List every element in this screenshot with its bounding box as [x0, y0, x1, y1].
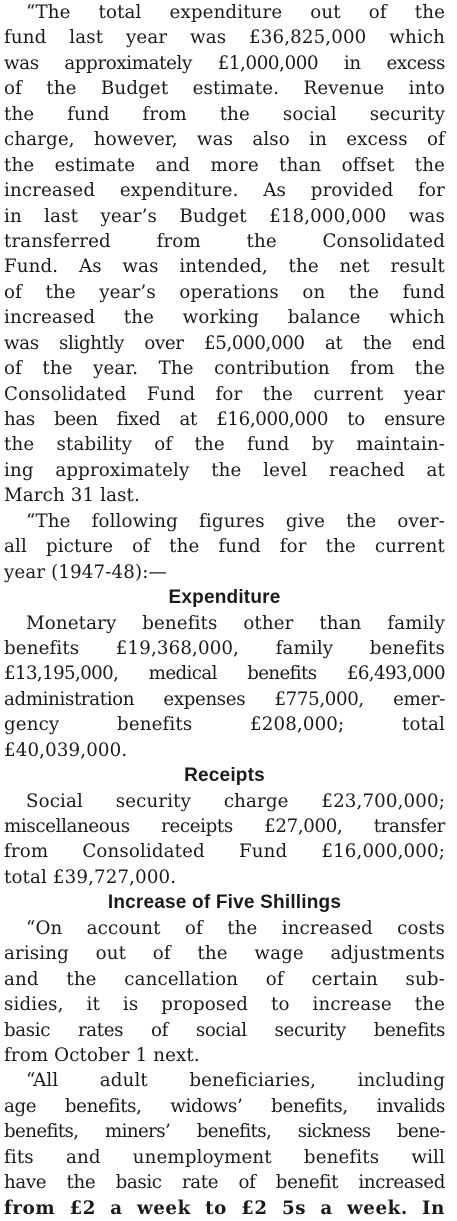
text-line: increased the working balance which: [4, 307, 445, 329]
text-line: arising out of the wage adjustments: [4, 943, 445, 965]
paragraph-figures-intro: [4, 509, 445, 585]
text-line: from October 1 next.: [4, 1044, 200, 1066]
text-line: £13,195,000, medical benefits £6,493,000: [4, 663, 445, 685]
text-line: Consolidated Fund for the current year: [4, 383, 445, 405]
text-line: in last year’s Budget £18,000,000 was: [4, 205, 445, 227]
paragraph-increased-costs: [4, 916, 445, 1069]
text-line: all picture of the fund for the current: [4, 536, 445, 558]
text-line: “The following figures give the over-: [26, 510, 445, 532]
text-line: have the basic rate of benefit increased: [4, 1172, 445, 1194]
text-line: of the Budget estimate. Revenue into: [4, 78, 445, 100]
text-line: increased expenditure. As provided for: [4, 180, 445, 202]
text-line: Social security charge £23,700,000;: [26, 790, 445, 812]
text-line: was slightly over £5,000,000 at the end: [4, 332, 445, 354]
text-line: from £2 a week to £2 5s a week. In: [4, 1197, 445, 1219]
paragraph-expenditure-last-year: [4, 0, 445, 509]
text-line: £40,039,000.: [4, 739, 128, 761]
text-line: “The total expenditure out of the: [26, 2, 445, 23]
newspaper-column: [4, 0, 445, 1221]
text-line: Fund. As was intended, the net result: [4, 256, 445, 278]
text-line: ing approximately the level reached at: [4, 459, 445, 481]
paragraph-adult-beneficiaries: [4, 1068, 445, 1221]
text-line: year (1947-48):—: [4, 561, 167, 583]
text-line: fits and unemployment benefits will: [4, 1146, 445, 1168]
text-line: fund last year was £36,825,000 which: [4, 27, 445, 49]
text-line: basic rates of social security benefits: [4, 1019, 445, 1041]
text-line: transferred from the Consolidated: [4, 230, 445, 252]
text-line: miscellaneous receipts £27,000, transfer: [4, 816, 445, 837]
text-line: was approximately £1,000,000 in excess: [4, 52, 445, 74]
text-line: total £39,727,000.: [4, 866, 177, 888]
text-line: “On account of the increased costs: [26, 917, 445, 939]
text-line: of the year. The contribution from the: [4, 358, 445, 380]
paragraph-expenditure-figures: [4, 611, 445, 764]
text-line: gency benefits £208,000; total: [4, 714, 445, 736]
text-line: of the year’s operations on the fund: [4, 281, 445, 303]
text-line: Monetary benefits other than family: [26, 612, 445, 634]
paragraph-receipts-figures: [4, 789, 445, 891]
text-line: charge, however, was also in excess of: [4, 129, 445, 151]
text-line: the stability of the fund by maintain-: [4, 434, 445, 456]
text-line: has been fixed at £16,000,000 to ensure: [4, 409, 445, 430]
heading-expenditure: Expenditure: [168, 587, 281, 609]
text-line: administration expenses £775,000, emer-: [4, 688, 445, 710]
text-line: and the cancellation of certain sub-: [4, 968, 445, 990]
text-line: the estimate and more than offset the: [4, 154, 445, 176]
text-line: from Consolidated Fund £16,000,000;: [4, 841, 445, 863]
text-line: benefits £19,368,000, family benefits: [4, 637, 445, 659]
text-line: age benefits, widows’ benefits, invalids: [4, 1095, 445, 1117]
text-line: March 31 last.: [4, 485, 140, 507]
text-line: sidies, it is proposed to increase the: [4, 994, 445, 1016]
text-line: the fund from the social security: [4, 103, 445, 125]
heading-increase-of-five-shillings: Increase of Five Shillings: [107, 892, 342, 914]
text-line: benefits, miners’ benefits, sickness bene-: [4, 1121, 445, 1143]
heading-receipts: Receipts: [184, 765, 265, 787]
text-line: “All adult beneficiaries, including: [26, 1070, 445, 1092]
